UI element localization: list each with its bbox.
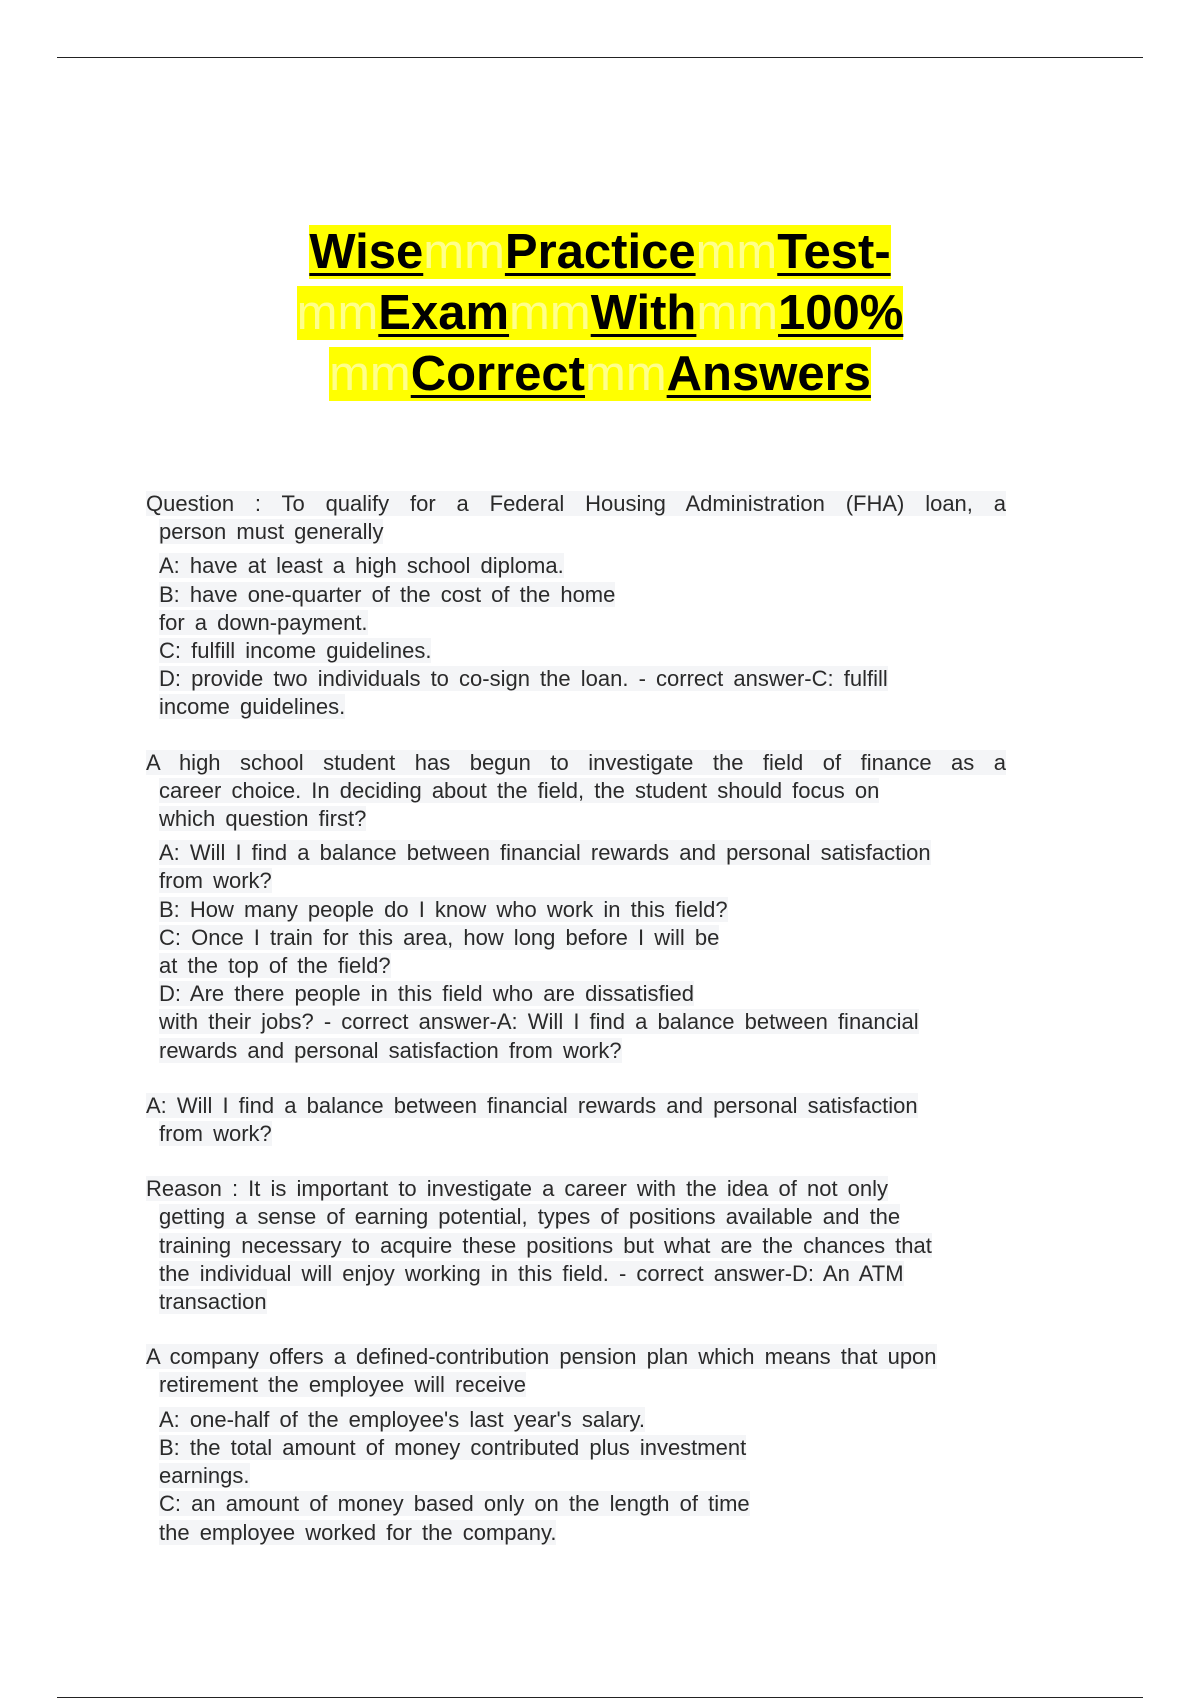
title-filler: mm bbox=[329, 347, 411, 401]
text-line: A company offers a defined-contribution pension plan which means that upon bbox=[146, 1344, 937, 1370]
title-filler: mm bbox=[696, 286, 779, 340]
reason-block bbox=[146, 1175, 1061, 1316]
text-line: A: have at least a high school diploma. bbox=[159, 553, 564, 579]
title-word: Practice bbox=[504, 225, 696, 279]
text-line: D: Are there people in this field who are dissatisfied bbox=[159, 981, 694, 1007]
text-line: the employee worked for the company. bbox=[159, 1519, 557, 1545]
title-filler: mm bbox=[585, 347, 667, 401]
text-line: for a down-payment. bbox=[159, 609, 368, 635]
text-line: B: How many people do I know who work in this field? bbox=[159, 896, 728, 922]
question-block-pension bbox=[146, 1343, 1061, 1546]
text-line: C: an amount of money based only on the length of time bbox=[159, 1491, 750, 1517]
text-line: B: the total amount of money contributed plus investment bbox=[159, 1434, 747, 1460]
question-block-career bbox=[146, 749, 1061, 1065]
text-line: which question first? bbox=[159, 806, 367, 832]
title-word: Exam bbox=[378, 286, 510, 340]
text-line: Reason : It is important to investigate a career with the idea of not only bbox=[146, 1176, 889, 1202]
text-line: C: fulfill income guidelines. bbox=[159, 638, 432, 664]
text-line: retirement the employee will receive bbox=[159, 1372, 526, 1398]
text-line: D: provide two individuals to co-sign the loan. - correct answer-C: fulfill bbox=[159, 666, 888, 692]
text-line: A: one-half of the employee's last year's salary. bbox=[159, 1406, 645, 1432]
text-line: income guidelines. bbox=[159, 694, 346, 720]
text-line: earnings. bbox=[159, 1463, 250, 1489]
text-line: B: have one-quarter of the cost of the home bbox=[159, 581, 616, 607]
text-line: A: Will I find a balance between financial rewards and personal satisfaction bbox=[159, 840, 931, 866]
text-line: getting a sense of earning potential, types of positions available and the bbox=[159, 1204, 901, 1230]
text-line: A high school student has begun to investigate the field of finance as a bbox=[146, 749, 1006, 775]
title-filler: mm bbox=[509, 286, 591, 340]
document-title bbox=[0, 222, 1200, 405]
document-body bbox=[146, 490, 1061, 1574]
text-line: training necessary to acquire these positions but what are the chances that bbox=[159, 1232, 932, 1258]
title-line-3 bbox=[0, 344, 1200, 405]
text-line: C: Once I train for this area, how long before I will be bbox=[159, 924, 720, 950]
text-line: from work? bbox=[159, 1121, 272, 1147]
title-word: Answers bbox=[666, 347, 871, 401]
top-rule bbox=[57, 57, 1143, 58]
text-line: Question : To qualify for a Federal Housing Administration (FHA) loan, a bbox=[146, 491, 1006, 516]
title-word: Wise bbox=[309, 225, 424, 279]
title-filler: mm bbox=[695, 225, 778, 279]
title-filler: mm bbox=[423, 225, 505, 279]
title-line-1 bbox=[0, 222, 1200, 283]
question-block-fha bbox=[146, 490, 1061, 722]
text-line: A: Will I find a balance between financial rewards and personal satisfaction bbox=[146, 1092, 918, 1118]
text-line: from work? bbox=[159, 868, 272, 894]
title-word: Correct bbox=[410, 347, 585, 401]
title-filler: mm bbox=[296, 286, 379, 340]
text-line: person must generally bbox=[159, 519, 384, 545]
title-word: Test- bbox=[777, 225, 891, 279]
text-line: career choice. In deciding about the field, the student should focus on bbox=[159, 777, 880, 803]
text-line: transaction bbox=[159, 1289, 267, 1315]
text-line: at the top of the field? bbox=[159, 953, 391, 979]
title-word: 100% bbox=[778, 286, 904, 340]
title-line-2 bbox=[0, 283, 1200, 344]
text-line: the individual will enjoy working in this field. - correct answer-D: An ATM bbox=[159, 1260, 904, 1286]
bottom-rule bbox=[57, 1697, 1143, 1698]
text-line: with their jobs? - correct answer-A: Will I find a balance between financial bbox=[159, 1009, 919, 1035]
title-word: With bbox=[590, 286, 697, 340]
text-line: rewards and personal satisfaction from work? bbox=[159, 1037, 622, 1063]
answer-block bbox=[146, 1092, 1061, 1148]
